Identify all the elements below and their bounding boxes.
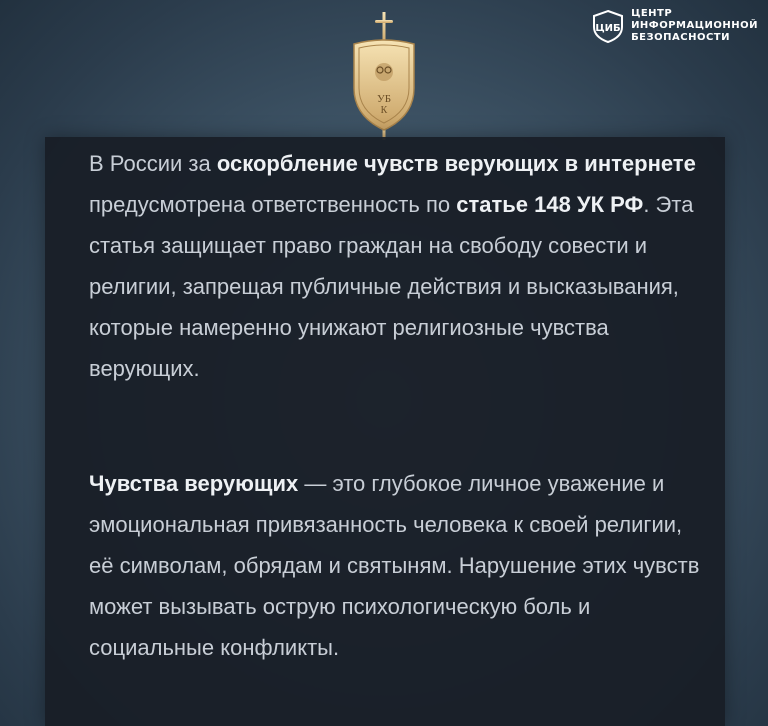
paragraph-law [89,143,704,389]
brand-line1: ЦЕНТР [631,8,673,19]
brand-logo-mark: ЦИБ [595,23,621,34]
p1-text-2: предусмотрена ответственность по [89,192,457,217]
emblem-monogram-bottom: К [380,105,388,116]
p1-bold-article: статье 148 УК РФ [456,192,644,217]
text-card [45,137,725,726]
emblem-monogram-top: УБ [376,93,392,105]
p1-text-1: В России за [89,151,217,176]
p1-text-3: . Эта статья защищает право граждан на свободу совести и религии, запрещая публичные действия и высказывания, которые намеренно унижают религиозные чувства верующих. [89,192,694,381]
brand-logo-icon [591,9,625,43]
p1-bold-offense: оскорбление чувств верующих в интернете [216,151,696,176]
brand-line2: ИНФОРМАЦИОННОЙ [631,20,758,31]
paragraph-definition [89,463,704,668]
brand-logo-block [591,8,758,44]
shield-emblem-icon [349,12,419,142]
p2-bold-term: Чувства верующих [89,471,299,496]
brand-line3: БЕЗОПАСНОСТИ [631,32,730,43]
p2-text-1: — это глубокое личное уважение и эмоциональная привязанность человека к своей религии, её символам, обрядам и святыням. Нарушение этих чувств может вызывать острую психологическую боль и социальные конфликты. [89,471,700,660]
